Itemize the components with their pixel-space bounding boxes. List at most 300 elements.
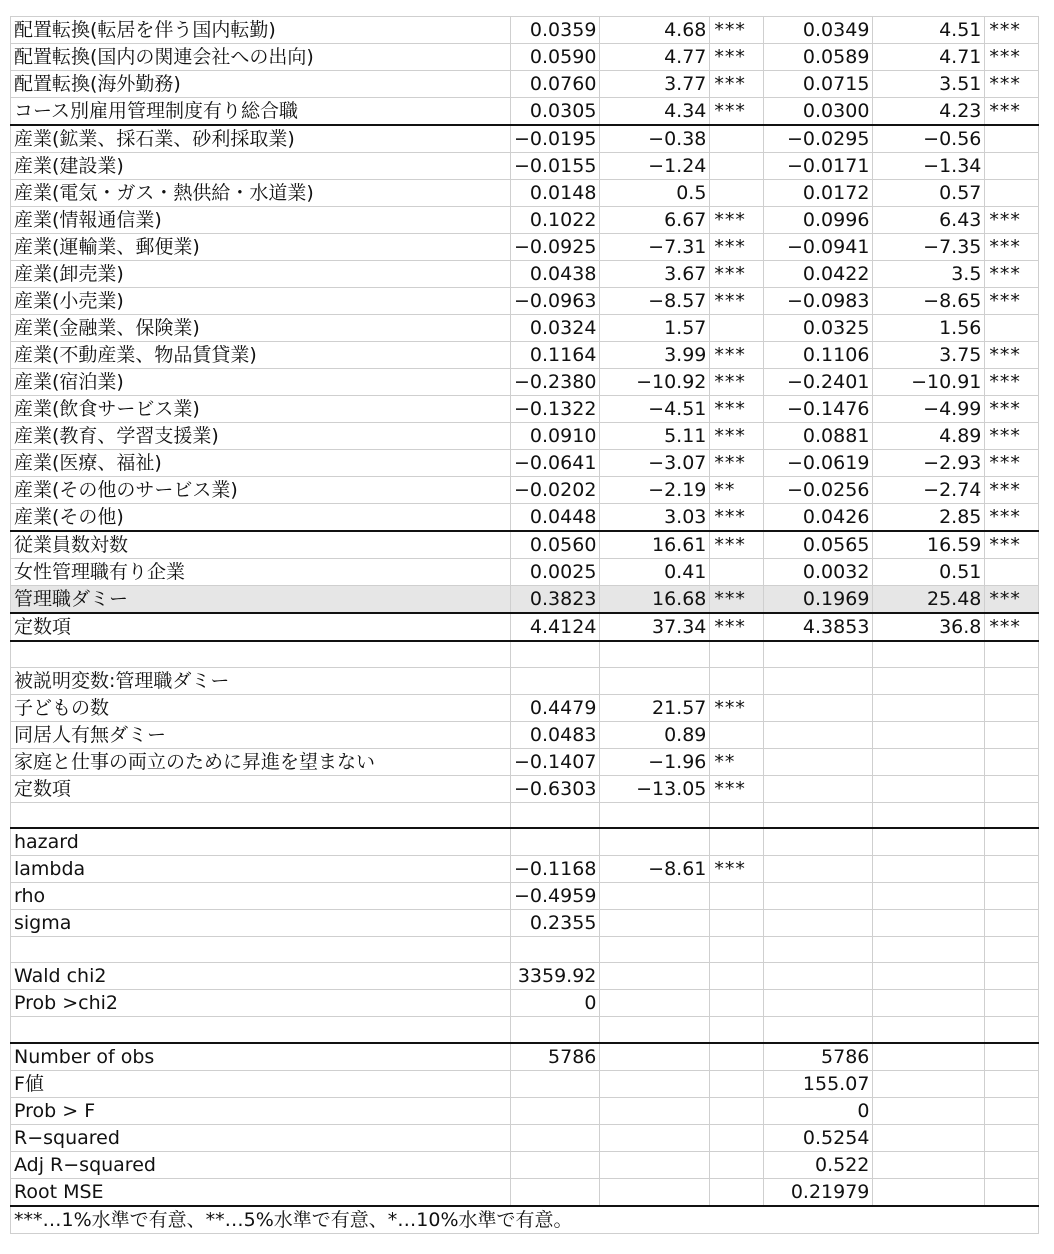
- t-value-2: −7.35: [873, 234, 985, 261]
- sig-2: [985, 748, 1039, 775]
- table-row: [11, 1097, 1039, 1124]
- t-value-2: [873, 721, 985, 748]
- row-label: Number of obs: [11, 1043, 511, 1071]
- coef-1: [511, 641, 600, 667]
- coef-1: −0.0963: [511, 288, 600, 315]
- t-value-2: 36.8: [873, 613, 985, 641]
- sig-1: ***: [710, 71, 764, 98]
- table-row: [11, 153, 1039, 180]
- coef-1: 0.0148: [511, 180, 600, 207]
- table-row: [11, 44, 1039, 71]
- coef-1: −0.0641: [511, 450, 600, 477]
- row-label: Prob > F: [11, 1097, 511, 1124]
- row-label: 産業(その他のサービス業): [11, 477, 511, 504]
- sig-1: ***: [710, 586, 764, 614]
- spacer-row: [11, 937, 1039, 963]
- row-label: F値: [11, 1070, 511, 1097]
- row-label: Root MSE: [11, 1178, 511, 1206]
- t-value-2: [873, 802, 985, 828]
- table-row: [11, 856, 1039, 883]
- coef-1: 0.0560: [511, 531, 600, 559]
- coef-2: 0.1969: [764, 586, 873, 614]
- row-label: 産業(情報通信業): [11, 207, 511, 234]
- row-label: 配置転換(海外勤務): [11, 71, 511, 98]
- sig-2: [985, 990, 1039, 1017]
- row-label: hazard: [11, 828, 511, 856]
- coef-2: [764, 721, 873, 748]
- row-label: Wald chi2: [11, 963, 511, 990]
- t-value-2: [873, 694, 985, 721]
- sig-1: [710, 802, 764, 828]
- sig-1: [710, 937, 764, 963]
- t-value-2: [873, 1043, 985, 1071]
- t-value-2: 4.51: [873, 17, 985, 44]
- coef-1: 0.0305: [511, 98, 600, 126]
- sig-1: ***: [710, 261, 764, 288]
- table-row: [11, 98, 1039, 126]
- sig-2: [985, 1043, 1039, 1071]
- table-row: [11, 828, 1039, 856]
- coef-2: [764, 748, 873, 775]
- table-row: [11, 71, 1039, 98]
- t-value-1: [600, 641, 710, 667]
- coef-2: −0.1476: [764, 396, 873, 423]
- regression-table-body: [11, 17, 1039, 1234]
- row-label: 産業(小売業): [11, 288, 511, 315]
- spacer-row: [11, 641, 1039, 667]
- coef-2: 0.0426: [764, 504, 873, 532]
- t-value-1: 3.99: [600, 342, 710, 369]
- table-row: [11, 369, 1039, 396]
- t-value-2: 16.59: [873, 531, 985, 559]
- t-value-1: [600, 1097, 710, 1124]
- sig-1: ***: [710, 17, 764, 44]
- empty-cell: [764, 667, 873, 694]
- coef-1: [511, 1017, 600, 1043]
- coef-2: −0.0295: [764, 125, 873, 153]
- table-row: [11, 1151, 1039, 1178]
- sig-1: [710, 559, 764, 586]
- coef-1: 3359.92: [511, 963, 600, 990]
- sig-1: ***: [710, 450, 764, 477]
- t-value-2: 3.51: [873, 71, 985, 98]
- t-value-1: 0.5: [600, 180, 710, 207]
- sig-2: ***: [985, 586, 1039, 614]
- coef-1: 0.0025: [511, 559, 600, 586]
- coef-2: 0: [764, 1097, 873, 1124]
- coef-1: −0.1168: [511, 856, 600, 883]
- coef-1: [511, 937, 600, 963]
- t-value-2: [873, 641, 985, 667]
- coef-1: −0.0202: [511, 477, 600, 504]
- coef-1: [511, 1124, 600, 1151]
- t-value-1: [600, 1070, 710, 1097]
- row-label: 女性管理職有り企業: [11, 559, 511, 586]
- coef-1: 0.4479: [511, 694, 600, 721]
- t-value-1: −4.51: [600, 396, 710, 423]
- sig-1: ***: [710, 207, 764, 234]
- t-value-2: [873, 1178, 985, 1206]
- coef-1: 0.0760: [511, 71, 600, 98]
- coef-1: 0.0438: [511, 261, 600, 288]
- row-label: 産業(宿泊業): [11, 369, 511, 396]
- coef-1: 0.1022: [511, 207, 600, 234]
- sig-2: [985, 856, 1039, 883]
- table-row: [11, 613, 1039, 641]
- row-label: 定数項: [11, 613, 511, 641]
- sig-2: ***: [985, 71, 1039, 98]
- t-value-1: 6.67: [600, 207, 710, 234]
- row-label: 配置転換(国内の関連会社への出向): [11, 44, 511, 71]
- coef-1: −0.6303: [511, 775, 600, 802]
- coef-2: 0.0172: [764, 180, 873, 207]
- sig-2: ***: [985, 17, 1039, 44]
- sig-1: ***: [710, 288, 764, 315]
- t-value-2: [873, 1124, 985, 1151]
- coef-2: 0.0300: [764, 98, 873, 126]
- table-row: [11, 288, 1039, 315]
- t-value-1: 3.77: [600, 71, 710, 98]
- t-value-1: −1.96: [600, 748, 710, 775]
- table-row: [11, 910, 1039, 937]
- t-value-1: 21.57: [600, 694, 710, 721]
- coef-1: 0.3823: [511, 586, 600, 614]
- coef-2: 0.0032: [764, 559, 873, 586]
- coef-2: 0.0422: [764, 261, 873, 288]
- sig-2: ***: [985, 207, 1039, 234]
- row-label: R−squared: [11, 1124, 511, 1151]
- table-row: [11, 1043, 1039, 1071]
- coef-1: 4.4124: [511, 613, 600, 641]
- coef-2: −0.0941: [764, 234, 873, 261]
- coef-2: 0.0325: [764, 315, 873, 342]
- coef-1: −0.0925: [511, 234, 600, 261]
- row-label: 管理職ダミー: [11, 586, 511, 614]
- coef-1: [511, 1070, 600, 1097]
- note-row: [11, 1206, 1039, 1234]
- coef-1: −0.0155: [511, 153, 600, 180]
- coef-2: [764, 641, 873, 667]
- sig-1: ***: [710, 342, 764, 369]
- selection-title: 被説明変数:管理職ダミー: [11, 667, 511, 694]
- table-row: [11, 963, 1039, 990]
- sig-1: ***: [710, 369, 764, 396]
- regression-table: [10, 16, 1039, 1234]
- sig-2: [985, 1124, 1039, 1151]
- table-row: [11, 883, 1039, 910]
- coef-1: 0: [511, 990, 600, 1017]
- t-value-2: −8.65: [873, 288, 985, 315]
- row-label: [11, 937, 511, 963]
- t-value-2: −1.34: [873, 153, 985, 180]
- table-row: [11, 315, 1039, 342]
- t-value-1: [600, 1151, 710, 1178]
- t-value-2: [873, 910, 985, 937]
- t-value-1: −13.05: [600, 775, 710, 802]
- t-value-2: 4.23: [873, 98, 985, 126]
- empty-cell: [985, 667, 1039, 694]
- coef-2: 0.0996: [764, 207, 873, 234]
- row-label: 産業(建設業): [11, 153, 511, 180]
- t-value-2: 0.51: [873, 559, 985, 586]
- table-row: [11, 990, 1039, 1017]
- sig-2: [985, 910, 1039, 937]
- coef-1: [511, 802, 600, 828]
- sig-1: [710, 828, 764, 856]
- sig-2: [985, 775, 1039, 802]
- coef-1: 0.0590: [511, 44, 600, 71]
- table-row: [11, 775, 1039, 802]
- row-label: [11, 1017, 511, 1043]
- table-row: [11, 207, 1039, 234]
- t-value-2: −2.93: [873, 450, 985, 477]
- row-label: コース別雇用管理制度有り総合職: [11, 98, 511, 126]
- sig-1: [710, 1043, 764, 1071]
- sig-2: [985, 963, 1039, 990]
- table-row: [11, 748, 1039, 775]
- table-row: [11, 477, 1039, 504]
- sig-2: [985, 125, 1039, 153]
- sig-1: ***: [710, 775, 764, 802]
- sig-1: ***: [710, 423, 764, 450]
- sig-2: ***: [985, 504, 1039, 532]
- significance-note: ***…1%水準で有意、**…5%水準で有意、*…10%水準で有意。: [11, 1206, 1039, 1234]
- t-value-2: −10.91: [873, 369, 985, 396]
- sig-1: [710, 1151, 764, 1178]
- t-value-1: 16.68: [600, 586, 710, 614]
- table-row: [11, 586, 1039, 614]
- sig-1: [710, 153, 764, 180]
- t-value-1: [600, 1124, 710, 1151]
- coef-2: [764, 775, 873, 802]
- t-value-2: [873, 937, 985, 963]
- coef-1: [511, 1151, 600, 1178]
- coef-2: −0.0171: [764, 153, 873, 180]
- t-value-1: 3.67: [600, 261, 710, 288]
- sig-1: ***: [710, 396, 764, 423]
- sig-2: [985, 1178, 1039, 1206]
- table-row: [11, 180, 1039, 207]
- sig-2: [985, 559, 1039, 586]
- sig-1: [710, 910, 764, 937]
- coef-1: −0.0195: [511, 125, 600, 153]
- t-value-1: 16.61: [600, 531, 710, 559]
- t-value-1: [600, 1178, 710, 1206]
- table-row: [11, 125, 1039, 153]
- sig-1: ***: [710, 504, 764, 532]
- sig-1: [710, 883, 764, 910]
- coef-2: [764, 856, 873, 883]
- t-value-2: [873, 1151, 985, 1178]
- coef-2: [764, 937, 873, 963]
- sig-2: ***: [985, 613, 1039, 641]
- coef-2: [764, 910, 873, 937]
- spacer-row: [11, 802, 1039, 828]
- row-label: 産業(医療、福祉): [11, 450, 511, 477]
- table-row: [11, 531, 1039, 559]
- row-label: rho: [11, 883, 511, 910]
- t-value-2: [873, 1070, 985, 1097]
- sig-1: [710, 1178, 764, 1206]
- t-value-1: −8.57: [600, 288, 710, 315]
- table-row: [11, 423, 1039, 450]
- table-row: [11, 17, 1039, 44]
- sig-1: ***: [710, 613, 764, 641]
- t-value-1: −8.61: [600, 856, 710, 883]
- sig-1: [710, 1017, 764, 1043]
- sig-2: ***: [985, 234, 1039, 261]
- sig-2: [985, 641, 1039, 667]
- coef-1: −0.2380: [511, 369, 600, 396]
- row-label: 子どもの数: [11, 694, 511, 721]
- coef-2: 0.1106: [764, 342, 873, 369]
- coef-1: 0.0910: [511, 423, 600, 450]
- empty-cell: [873, 667, 985, 694]
- row-label: lambda: [11, 856, 511, 883]
- t-value-2: 3.75: [873, 342, 985, 369]
- coef-1: 0.2355: [511, 910, 600, 937]
- empty-cell: [600, 667, 710, 694]
- sig-2: ***: [985, 450, 1039, 477]
- coef-2: 4.3853: [764, 613, 873, 641]
- sig-2: [985, 1097, 1039, 1124]
- sig-2: [985, 315, 1039, 342]
- t-value-1: [600, 828, 710, 856]
- t-value-2: [873, 748, 985, 775]
- sig-2: ***: [985, 98, 1039, 126]
- coef-2: 155.07: [764, 1070, 873, 1097]
- coef-1: 0.1164: [511, 342, 600, 369]
- t-value-2: [873, 990, 985, 1017]
- row-label: 産業(金融業、保険業): [11, 315, 511, 342]
- coef-2: [764, 1017, 873, 1043]
- t-value-1: [600, 1017, 710, 1043]
- table-row: [11, 396, 1039, 423]
- t-value-1: 4.77: [600, 44, 710, 71]
- sig-1: **: [710, 748, 764, 775]
- coef-2: [764, 883, 873, 910]
- table-row: [11, 504, 1039, 532]
- sig-2: [985, 180, 1039, 207]
- t-value-2: [873, 1097, 985, 1124]
- sig-2: ***: [985, 369, 1039, 396]
- sig-2: [985, 153, 1039, 180]
- t-value-1: −7.31: [600, 234, 710, 261]
- sig-2: [985, 694, 1039, 721]
- table-row: [11, 559, 1039, 586]
- sig-1: [710, 180, 764, 207]
- t-value-2: 3.5: [873, 261, 985, 288]
- row-label: 産業(電気・ガス・熱供給・水道業): [11, 180, 511, 207]
- t-value-2: [873, 963, 985, 990]
- row-label: 産業(飲食サービス業): [11, 396, 511, 423]
- row-label: 産業(運輸業、郵便業): [11, 234, 511, 261]
- t-value-1: 4.68: [600, 17, 710, 44]
- coef-2: 0.21979: [764, 1178, 873, 1206]
- coef-2: [764, 963, 873, 990]
- sig-1: [710, 641, 764, 667]
- sig-1: ***: [710, 98, 764, 126]
- t-value-2: [873, 883, 985, 910]
- table-row: [11, 721, 1039, 748]
- coef-2: 0.5254: [764, 1124, 873, 1151]
- sig-1: [710, 315, 764, 342]
- sig-1: ***: [710, 44, 764, 71]
- t-value-2: 4.71: [873, 44, 985, 71]
- sig-2: [985, 1151, 1039, 1178]
- section-header-row: [11, 667, 1039, 694]
- coef-2: 0.522: [764, 1151, 873, 1178]
- sig-2: ***: [985, 396, 1039, 423]
- sig-1: ***: [710, 531, 764, 559]
- t-value-2: 0.57: [873, 180, 985, 207]
- row-label: 同居人有無ダミー: [11, 721, 511, 748]
- sig-2: ***: [985, 288, 1039, 315]
- coef-1: [511, 828, 600, 856]
- t-value-1: −1.24: [600, 153, 710, 180]
- sig-1: [710, 721, 764, 748]
- row-label: [11, 641, 511, 667]
- coef-1: −0.1322: [511, 396, 600, 423]
- row-label: 産業(不動産業、物品賃貸業): [11, 342, 511, 369]
- sig-2: [985, 828, 1039, 856]
- t-value-1: −10.92: [600, 369, 710, 396]
- t-value-1: [600, 1043, 710, 1071]
- t-value-1: 5.11: [600, 423, 710, 450]
- sig-1: [710, 125, 764, 153]
- coef-2: 5786: [764, 1043, 873, 1071]
- t-value-1: [600, 937, 710, 963]
- t-value-1: −0.38: [600, 125, 710, 153]
- coef-1: 0.0359: [511, 17, 600, 44]
- row-label: 産業(卸売業): [11, 261, 511, 288]
- sig-1: [710, 1124, 764, 1151]
- t-value-2: [873, 856, 985, 883]
- sig-1: ***: [710, 694, 764, 721]
- t-value-1: [600, 802, 710, 828]
- sig-2: [985, 1017, 1039, 1043]
- t-value-1: [600, 883, 710, 910]
- table-row: [11, 1124, 1039, 1151]
- t-value-2: 6.43: [873, 207, 985, 234]
- coef-2: −0.2401: [764, 369, 873, 396]
- t-value-1: 4.34: [600, 98, 710, 126]
- t-value-1: 0.41: [600, 559, 710, 586]
- coef-2: 0.0589: [764, 44, 873, 71]
- empty-cell: [710, 667, 764, 694]
- coef-2: 0.0349: [764, 17, 873, 44]
- sig-2: ***: [985, 531, 1039, 559]
- table-row: [11, 694, 1039, 721]
- coef-1: −0.1407: [511, 748, 600, 775]
- t-value-1: 1.57: [600, 315, 710, 342]
- coef-1: −0.4959: [511, 883, 600, 910]
- table-row: [11, 261, 1039, 288]
- row-label: 配置転換(転居を伴う国内転勤): [11, 17, 511, 44]
- t-value-1: 0.89: [600, 721, 710, 748]
- sig-2: [985, 802, 1039, 828]
- coef-2: [764, 990, 873, 1017]
- row-label: Prob >chi2: [11, 990, 511, 1017]
- row-label: [11, 802, 511, 828]
- sig-1: ***: [710, 234, 764, 261]
- row-label: 産業(鉱業、採石業、砂利採取業): [11, 125, 511, 153]
- coef-1: [511, 1097, 600, 1124]
- sig-2: [985, 937, 1039, 963]
- table-row: [11, 342, 1039, 369]
- table-row: [11, 450, 1039, 477]
- sig-1: **: [710, 477, 764, 504]
